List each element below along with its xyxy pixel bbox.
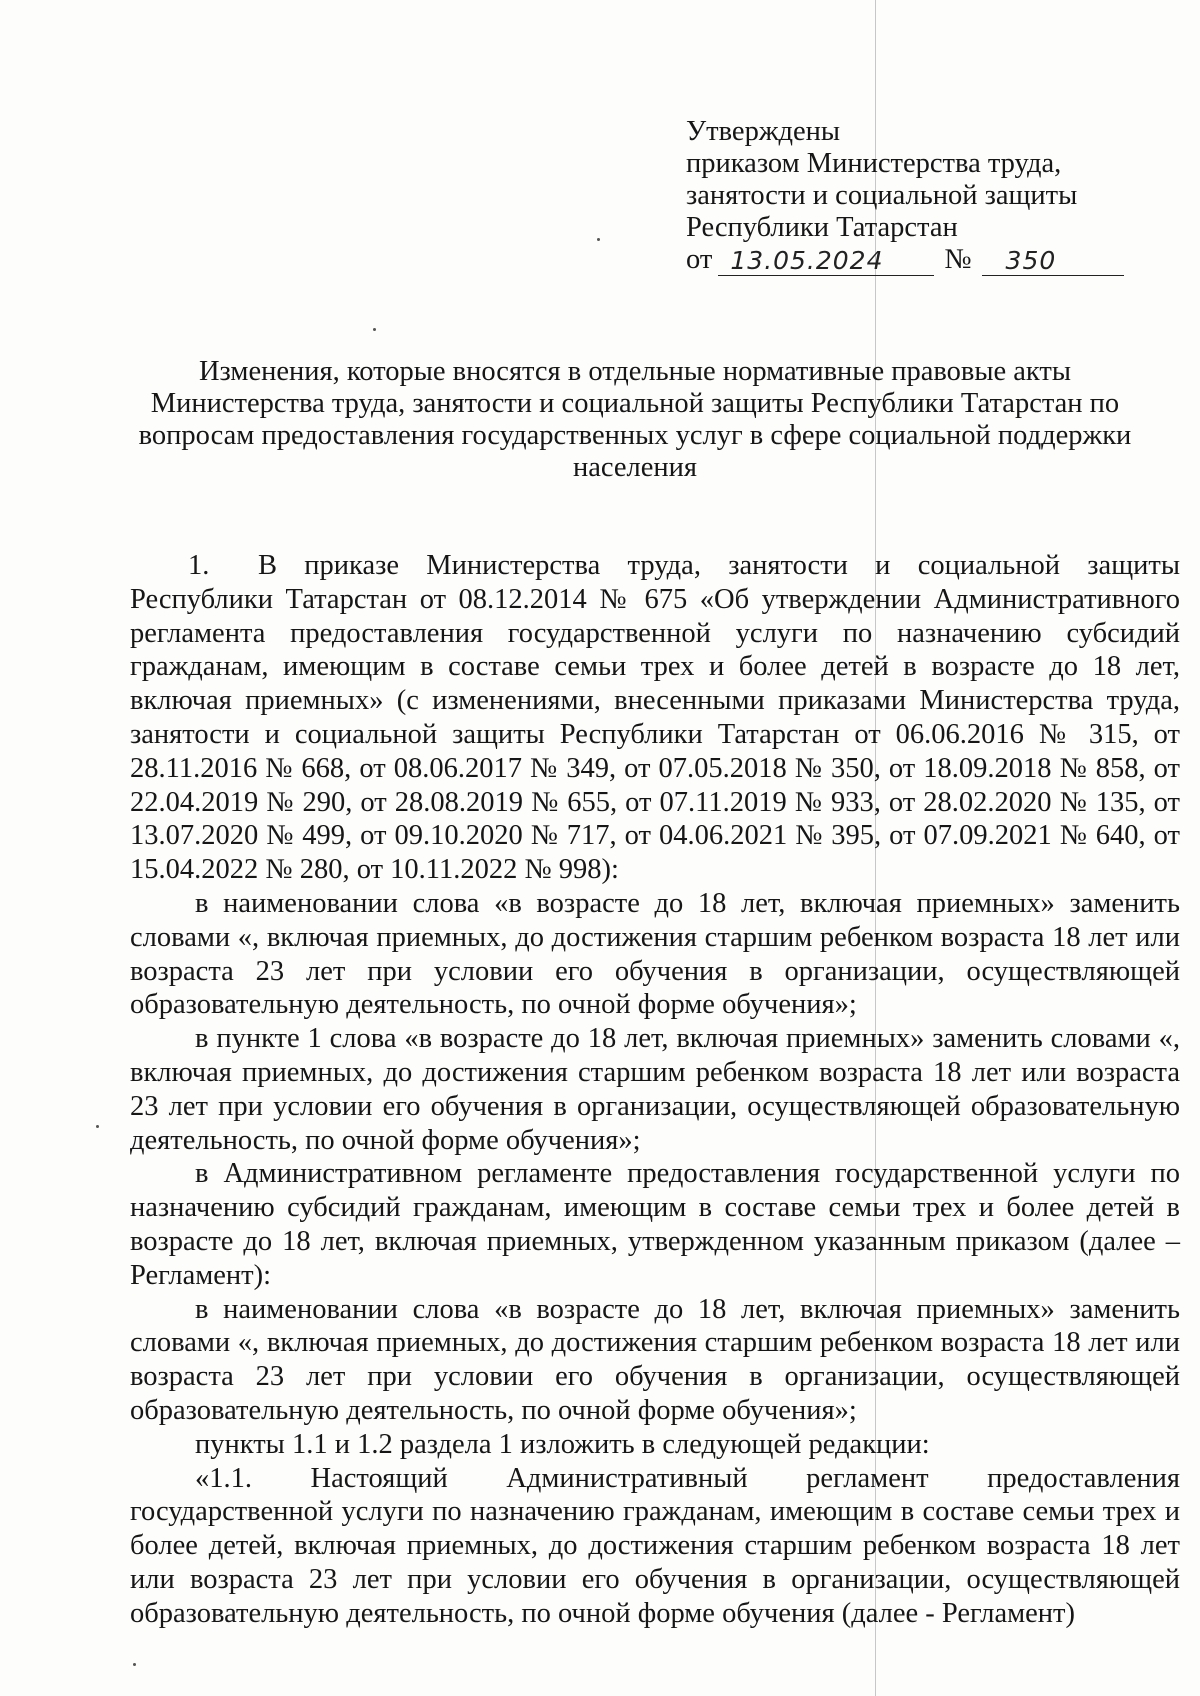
number-sign: № xyxy=(944,244,972,275)
scan-speck xyxy=(133,1663,136,1666)
paragraph-4: в Административном регламенте предоставления государственной услуги по назначению субсидий гражданам, имеющим в составе семьи трех и более детей в возрасте до 18 лет, включая приемных, утвержденном указанным приказом (далее – Регламент): xyxy=(130,1158,1180,1291)
date-prefix: от xyxy=(686,244,713,275)
approval-line-3: занятости и социальной защиты xyxy=(686,180,1078,211)
handwritten-date: 13.05.2024 xyxy=(718,247,934,276)
approval-line-4: Республики Татарстан xyxy=(686,212,958,243)
approval-date-number-line xyxy=(686,244,1124,276)
document-heading: Изменения, которые вносятся в отдельные нормативные правовые акты Министерства труда, занятости и социальной защиты Республики Татарстан по вопросам предоставления государственных услуг в сфере социальной поддержки населения xyxy=(138,356,1132,483)
scan-speck xyxy=(96,1125,99,1128)
paragraph-number: 1. xyxy=(188,550,210,581)
handwritten-number: 350 xyxy=(982,247,1124,276)
paragraph-3: в пункте 1 слова «в возрасте до 18 лет, включая приемных» заменить словами «, включая приемных, до достижения старшим ребенком возраста 18 лет или возраста 23 лет при условии его обучения в организации, осуществляющей образовательную деятельность, по очной форме обучения»; xyxy=(130,1023,1180,1156)
scan-speck xyxy=(597,238,600,241)
paragraph-6: пункты 1.1 и 1.2 раздела 1 изложить в следующей редакции: xyxy=(195,1428,930,1460)
approval-line-1: Утверждены xyxy=(686,116,841,147)
paragraph-1 xyxy=(130,549,1180,887)
approval-line-2: приказом Министерства труда, xyxy=(686,148,1062,179)
paragraph-5: в наименовании слова «в возрасте до 18 лет, включая приемных» заменить словами «, включая приемных, до достижения старшим ребенком возраста 18 лет или возраста 23 лет при условии его обучения в организации, осуществляющей образовательную деятельность, по очной форме обучения»; xyxy=(130,1293,1180,1426)
paragraph-1-text: В приказе Министерства труда, занятости и социальной защиты Республики Татарстан от 08.12.2014 № 675 «Об утверждении Административного регламента предоставления государственной услуги по назначению субсидий гражданам, имеющим в составе семьи трех и более детей в возрасте до 18 лет, включая приемных» (с изменениями, внесенными приказами Министерства труда, занятости и социальной защиты Республики Татарстан от 06.06.2016 № 315, от 28.11.2016 № 668, от 08.06.2017 № 349, от 07.05.2018 № 350, от 18.09.2018 № 858, от 22.04.2019 № 290, от 28.08.2019 № 655, от 07.11.2019 № 933, от 28.02.2020 № 135, от 13.07.2020 № 499, от 09.10.2020 № 717, от 04.06.2021 № 395, от 07.09.2021 № 640, от 15.04.2022 № 280, от 10.11.2022 № 998): xyxy=(130,550,1180,886)
approval-block xyxy=(686,116,1124,276)
scan-speck xyxy=(373,328,376,331)
document-body xyxy=(130,549,1180,1631)
paragraph-2: в наименовании слова «в возрасте до 18 лет, включая приемных» заменить словами «, включая приемных, до достижения старшим ребенком возраста 18 лет или возраста 23 лет при условии его обучения в организации, осуществляющей образовательную деятельность, по очной форме обучения»; xyxy=(130,887,1180,1021)
paragraph-7: «1.1. Настоящий Административный регламент предоставления государственной услуги по назначению гражданам, имеющим в составе семьи трех и более детей, включая приемных, до достижения старшим ребенком возраста 18 лет или возраста 23 лет при условии его обучения в организации, осуществляющей образовательную деятельность, по очной форме обучения (далее - Регламент) xyxy=(130,1462,1180,1629)
